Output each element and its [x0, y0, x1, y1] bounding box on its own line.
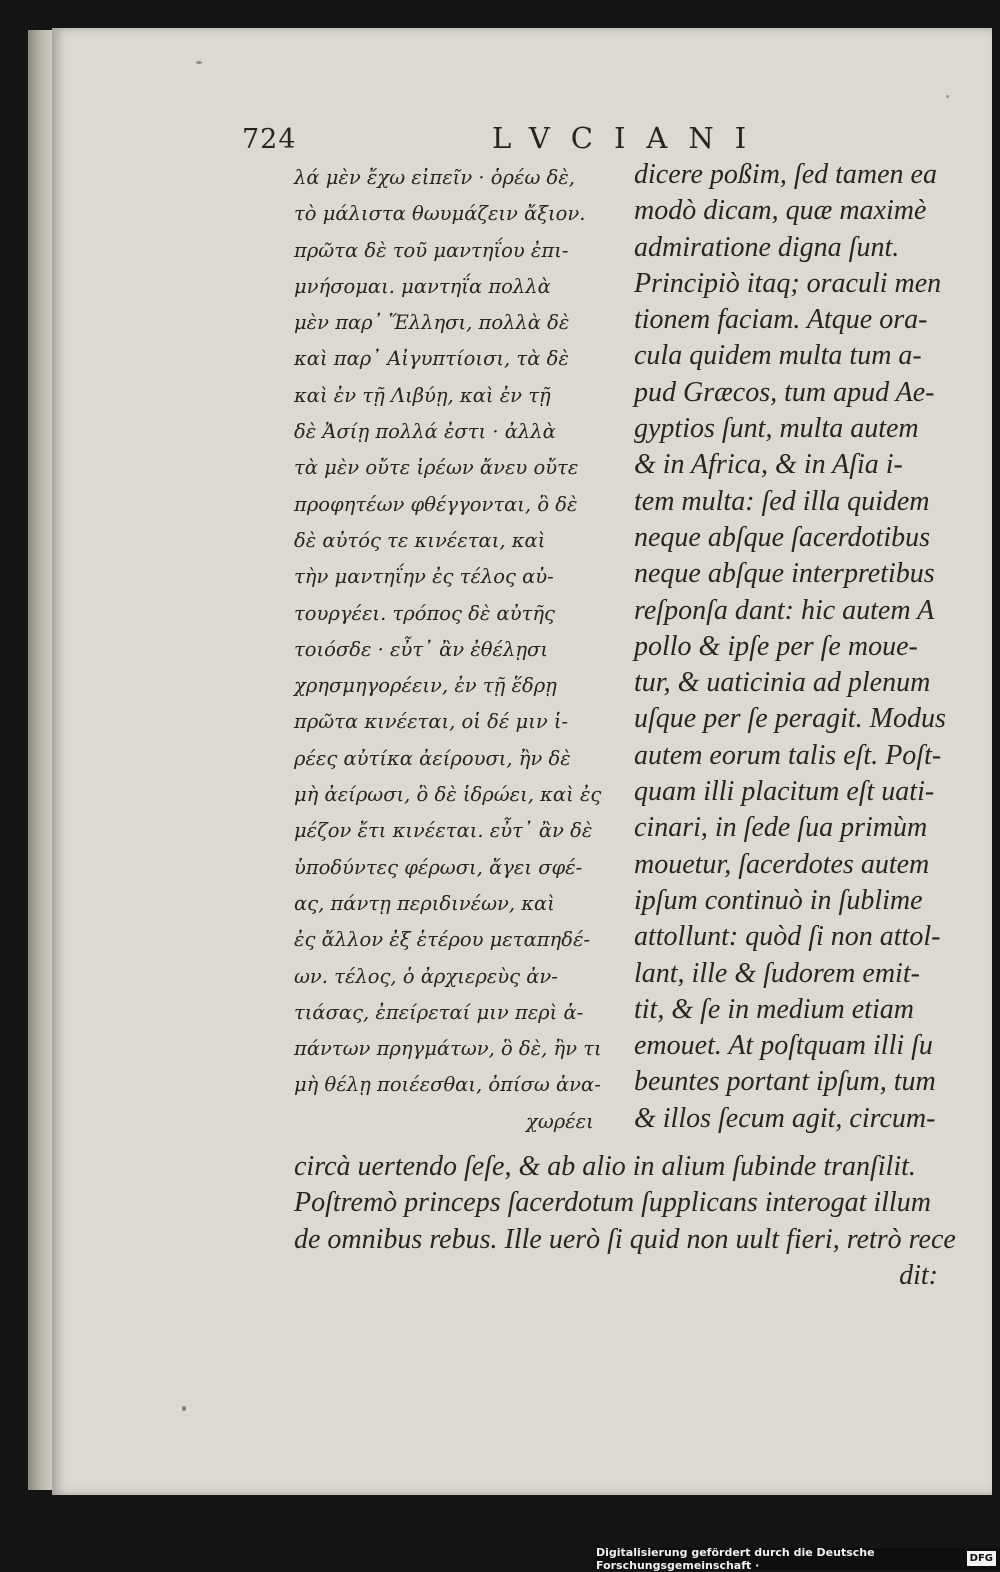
text-line: lant, ille & ſudorem emit- — [634, 957, 920, 989]
text-line: τοιόσδε · εὖτ᾽ ἂν ἐθέλῃσι — [294, 637, 548, 661]
text-line: καὶ παρ᾽ Αἰγυπτίοισι, τὰ δὲ — [294, 347, 569, 371]
ink-spot — [196, 61, 202, 64]
ink-spot — [182, 1406, 186, 1411]
text-line: modò dicam, quæ maximè — [634, 195, 927, 227]
text-line: dicere poßim, ſed tamen ea — [634, 159, 937, 190]
text-line: ων. τέλος, ὁ ἀρχιερεὺς ἀν- — [294, 964, 558, 988]
text-line: cula quidem multa tum a- — [634, 340, 922, 372]
text-line: mouetur, ſacerdotes autem — [634, 848, 930, 880]
text-line: δὲ αὐτός τε κινέεται, καὶ — [294, 528, 546, 552]
text-line: ἐς ἄλλον ἐξ ἑτέρου μεταπηδέ- — [294, 928, 591, 952]
latin-text-column — [634, 157, 954, 1137]
ink-spot — [946, 95, 949, 98]
text-line: χωρέει — [526, 1109, 594, 1133]
full-width-text — [294, 1149, 954, 1295]
text-line: reſponſa dant: hic autem A — [634, 594, 935, 626]
text-line: προφητέων φθέγγονται, ὃ δὲ — [294, 492, 578, 516]
text-line: μὲν παρ᾽ Ἕλλησι, πολλὰ δὲ — [294, 311, 570, 335]
text-line: beuntes portant ipſum, tum — [634, 1066, 936, 1098]
text-line: πρῶτα κινέεται, οἱ δέ μιν ἱ- — [294, 710, 569, 734]
text-line: Poſtremò princeps ſacerdotum ſupplicans interogat illum — [294, 1187, 931, 1219]
text-line: ὑποδύντες φέρωσι, ἄγει σφέ- — [294, 855, 583, 879]
text-line: μὴ ἀείρωσι, ὃ δὲ ἱδρώει, καὶ ἐς — [294, 783, 602, 807]
text-line: autem eorum talis eſt. Poſt- — [634, 739, 942, 771]
dfg-logo-icon: DFG — [967, 1551, 996, 1566]
text-line: ρέες αὐτίκα ἀείρουσι, ἢν δὲ — [294, 746, 571, 770]
text-line: τιάσας, ἐπείρεταί μιν περὶ ἁ- — [294, 1000, 584, 1024]
text-line: gyptios ſunt, multa autem — [634, 413, 919, 445]
greek-text-column — [294, 160, 634, 1140]
text-line: tur, & uaticinia ad plenum — [634, 667, 931, 699]
text-line: circà uertendo ſeſe, & ab alio in alium ſubinde tranſilit. — [294, 1151, 916, 1182]
text-line: emouet. At poſtquam illi ſu — [634, 1030, 933, 1062]
text-line: tit, & ſe in medium etiam — [634, 993, 914, 1025]
text-line: πάντων πρηγμάτων, ὃ δὲ, ἢν τι — [294, 1037, 602, 1061]
text-line: tem multa: ſed illa quidem — [634, 485, 930, 517]
text-line: & in Africa, & in Aſia i- — [634, 449, 903, 481]
text-line: quam illi placitum eſt uati- — [634, 776, 935, 808]
text-line: attollunt: quòd ſi non attol- — [634, 921, 941, 953]
text-line: τὸ μάλιστα θωυμάζειν ἄξιον. — [294, 202, 586, 226]
text-line: καὶ ἐν τῇ Λιβύῃ, καὶ ἐν τῇ — [294, 383, 551, 407]
page-number: 724 — [242, 124, 297, 155]
text-line: πρῶτα δὲ τοῦ μαντηΐου ἐπι- — [294, 238, 569, 262]
text-line: μέζον ἔτι κινέεται. εὖτ᾽ ἂν δὲ — [294, 819, 593, 843]
text-line: ας, πάντῃ περιδινέων, καὶ — [294, 891, 555, 915]
text-line: χρησμηγορέειν, ἐν τῇ ἕδρῃ — [294, 674, 557, 698]
text-line: cinari, in ſede ſua primùm — [634, 812, 928, 844]
text-line: Principiò itaq; oraculi men — [634, 267, 942, 299]
catchword: dit: — [899, 1260, 938, 1292]
text-line: τὰ μὲν οὔτε ἱρέων ἄνευ οὔτε — [294, 456, 579, 480]
text-line: & illos ſecum agit, circum- — [634, 1102, 936, 1134]
text-line: ipſum continuò in ſublime — [634, 884, 923, 916]
footer-bar — [596, 1545, 1000, 1572]
text-line: λά μὲν ἔχω εἰπεῖν · ὁρέω δὲ, — [294, 166, 575, 189]
text-line: tionem faciam. Atque ora- — [634, 304, 928, 336]
text-line: neque abſque interpretibus — [634, 558, 935, 590]
text-line: admiratione digna ſunt. — [634, 231, 900, 263]
text-line: uſque per ſe peragit. Modus — [634, 703, 946, 735]
text-line: pollo & ipſe per ſe moue- — [634, 630, 918, 662]
text-line: μνήσομαι. μαντηΐα πολλὰ — [294, 274, 551, 298]
text-line: δὲ Ἀσίῃ πολλά ἐστι · ἀλλὰ — [294, 420, 556, 444]
text-line: μὴ θέλῃ ποιέεσθαι, ὀπίσω ἀνα- — [294, 1073, 601, 1097]
text-line: τουργέει. τρόπος δὲ αὐτῆς — [294, 601, 555, 625]
funding-notice: Digitalisierung gefördert durch die Deutsche Forschungsgemeinschaft · — [596, 1545, 875, 1572]
running-head: LVCIANI — [492, 121, 768, 155]
text-line: pud Græcos, tum apud Ae- — [634, 376, 935, 408]
text-line: de omnibus rebus. Ille uerò ſi quid non uult fieri, retrò rece — [294, 1223, 956, 1255]
text-line: τὴν μαντηΐην ἐς τέλος αὐ- — [294, 565, 554, 589]
text-line: neque abſque ſacerdotibus — [634, 521, 931, 553]
